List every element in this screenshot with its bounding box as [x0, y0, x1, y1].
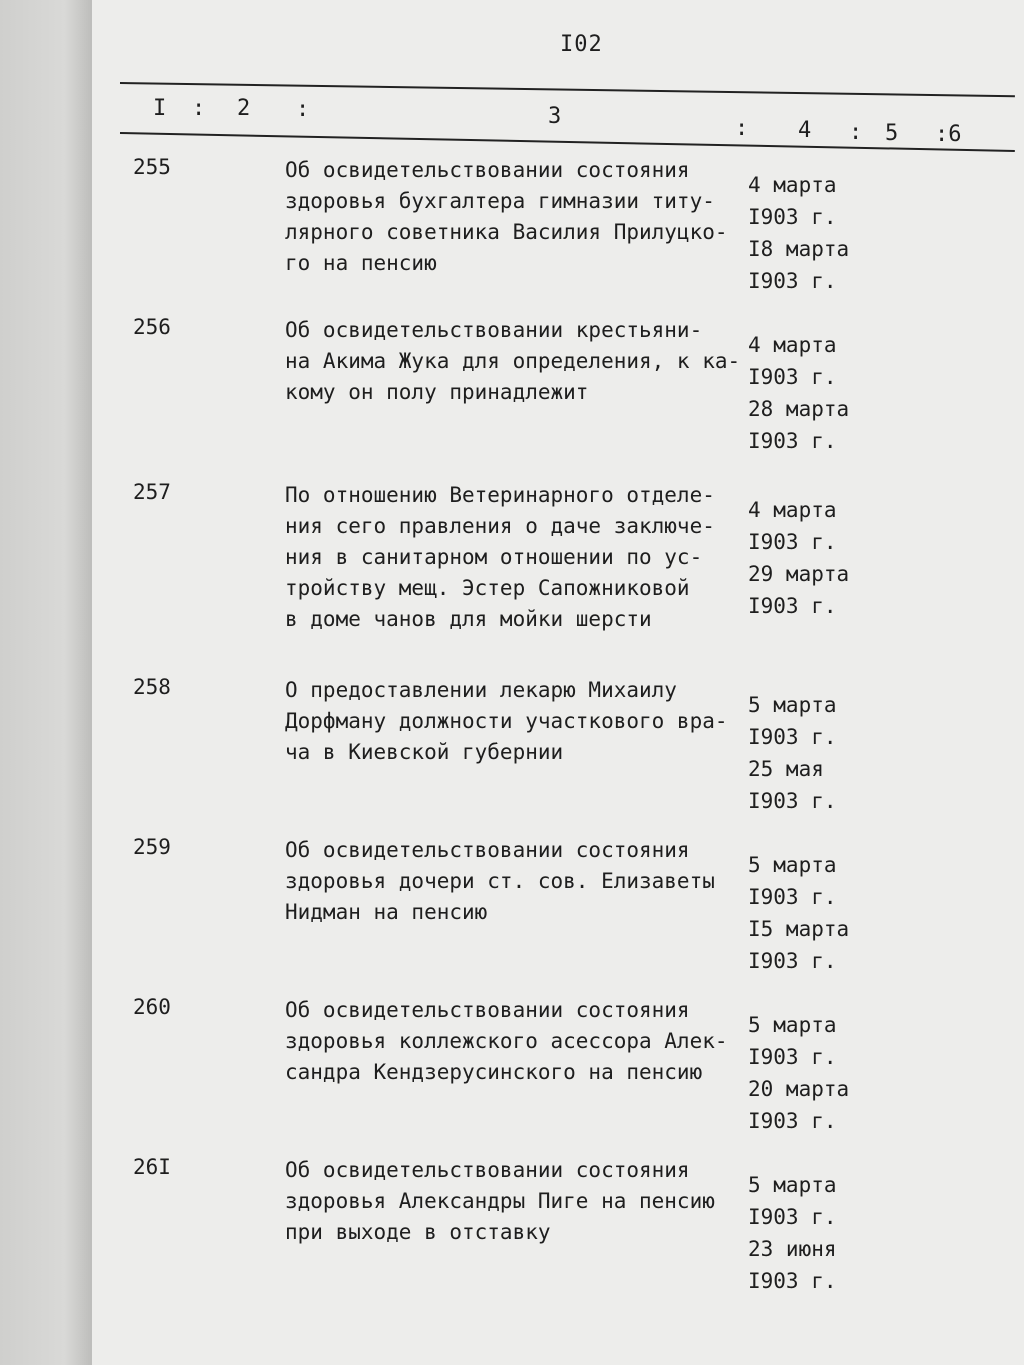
column-separator: :: [192, 96, 206, 121]
entry-date-end-year: I903 г.: [748, 1109, 837, 1133]
entry-title-line: Об освидетельствовании крестьяни-: [285, 318, 703, 342]
column-header-5: 5: [885, 121, 899, 146]
entry-title-line: в доме чанов для мойки шерсти: [285, 607, 652, 631]
entry-title: [285, 835, 755, 928]
entry-date-end: 25 мая: [748, 757, 824, 781]
entry-title-line: Дорфману должности участкового вра-: [285, 709, 728, 733]
entry-dates: [748, 1169, 868, 1297]
entry-date-start-year: I903 г.: [748, 530, 837, 554]
entry-date-start: 4 марта: [748, 333, 837, 357]
entry-date-end-year: I903 г.: [748, 789, 837, 813]
entry-number: 260: [133, 995, 171, 1019]
binding-gutter: [0, 0, 92, 1365]
entry-date-end-year: I903 г.: [748, 949, 837, 973]
entry-date-start-year: I903 г.: [748, 205, 837, 229]
entry-date-start-year: I903 г.: [748, 725, 837, 749]
entry-date-start-year: I903 г.: [748, 365, 837, 389]
column-separator: :: [735, 116, 749, 141]
entry-title-line: тройству мещ. Эстер Сапожниковой: [285, 576, 690, 600]
entry-title-line: лярного советника Василия Прилуцко-: [285, 220, 728, 244]
column-header-2: 2: [237, 96, 251, 121]
column-separator: :: [849, 120, 863, 145]
column-header-1: I: [153, 96, 167, 121]
column-header-6: :6: [935, 122, 962, 147]
entry-title-line: здоровья коллежского асессора Алек-: [285, 1029, 728, 1053]
entry-dates: [748, 689, 868, 817]
entry-title-line: сандра Кендзерусинского на пенсию: [285, 1060, 703, 1084]
entry-number: 258: [133, 675, 171, 699]
entry-title-line: Об освидетельствовании состояния: [285, 1158, 690, 1182]
entry-dates: [748, 169, 868, 297]
entry-date-end: 28 марта: [748, 397, 850, 421]
entry-title-line: кому он полу принадлежит: [285, 380, 589, 404]
entry-title: [285, 995, 755, 1088]
entry-title: [285, 480, 755, 635]
page-number: I02: [560, 32, 603, 57]
entry-date-end-year: I903 г.: [748, 594, 837, 618]
entry-date-end: 29 марта: [748, 562, 850, 586]
entry-date-start-year: I903 г.: [748, 885, 837, 909]
entry-title-line: Нидман на пенсию: [285, 900, 488, 924]
entry-title: [285, 1155, 755, 1248]
entry-title-line: Об освидетельствовании состояния: [285, 998, 690, 1022]
entry-title-line: Об освидетельствовании состояния: [285, 838, 690, 862]
entry-date-end: I8 марта: [748, 237, 850, 261]
entry-date-end: 20 марта: [748, 1077, 850, 1101]
entry-title-line: здоровья бухгалтера гимназии титу-: [285, 189, 715, 213]
entry-date-start: 4 марта: [748, 498, 837, 522]
entry-date-start: 5 марта: [748, 1173, 837, 1197]
entry-title-line: на Акима Жука для определения, к ка-: [285, 349, 741, 373]
entry-title-line: здоровья дочери ст. сов. Елизаветы: [285, 869, 715, 893]
entry-number: 26I: [133, 1155, 171, 1179]
entry-date-start-year: I903 г.: [748, 1205, 837, 1229]
entry-title-line: По отношению Ветеринарного отделе-: [285, 483, 715, 507]
entry-date-start: 5 марта: [748, 693, 837, 717]
entry-date-end-year: I903 г.: [748, 429, 837, 453]
entry-title-line: го на пенсию: [285, 251, 437, 275]
column-separator: :: [296, 97, 310, 122]
entry-date-start: 5 марта: [748, 1013, 837, 1037]
entry-title: [285, 675, 755, 768]
entry-number: 257: [133, 480, 171, 504]
column-header-4: 4: [798, 118, 812, 143]
entry-date-end-year: I903 г.: [748, 269, 837, 293]
entry-dates: [748, 329, 868, 457]
entry-date-start: 5 марта: [748, 853, 837, 877]
entry-title-line: здоровья Александры Пиге на пенсию: [285, 1189, 715, 1213]
entry-title-line: О предоставлении лекарю Михаилу: [285, 678, 677, 702]
entry-title-line: ния в санитарном отношении по ус-: [285, 545, 703, 569]
entry-dates: [748, 849, 868, 977]
entry-title-line: ния сего правления о даче заключе-: [285, 514, 715, 538]
entry-date-end: I5 марта: [748, 917, 850, 941]
entry-number: 256: [133, 315, 171, 339]
entry-title-line: Об освидетельствовании состояния: [285, 158, 690, 182]
entry-number: 255: [133, 155, 171, 179]
entry-dates: [748, 494, 868, 622]
entry-date-end-year: I903 г.: [748, 1269, 837, 1293]
entry-title-line: при выходе в отставку: [285, 1220, 551, 1244]
entry-title: [285, 315, 755, 408]
entry-date-end: 23 июня: [748, 1237, 837, 1261]
entry-title-line: ча в Киевской губернии: [285, 740, 564, 764]
column-header-3: 3: [548, 104, 562, 129]
entry-title: [285, 155, 755, 279]
entry-number: 259: [133, 835, 171, 859]
entry-date-start: 4 марта: [748, 173, 837, 197]
entry-dates: [748, 1009, 868, 1137]
entry-date-start-year: I903 г.: [748, 1045, 837, 1069]
